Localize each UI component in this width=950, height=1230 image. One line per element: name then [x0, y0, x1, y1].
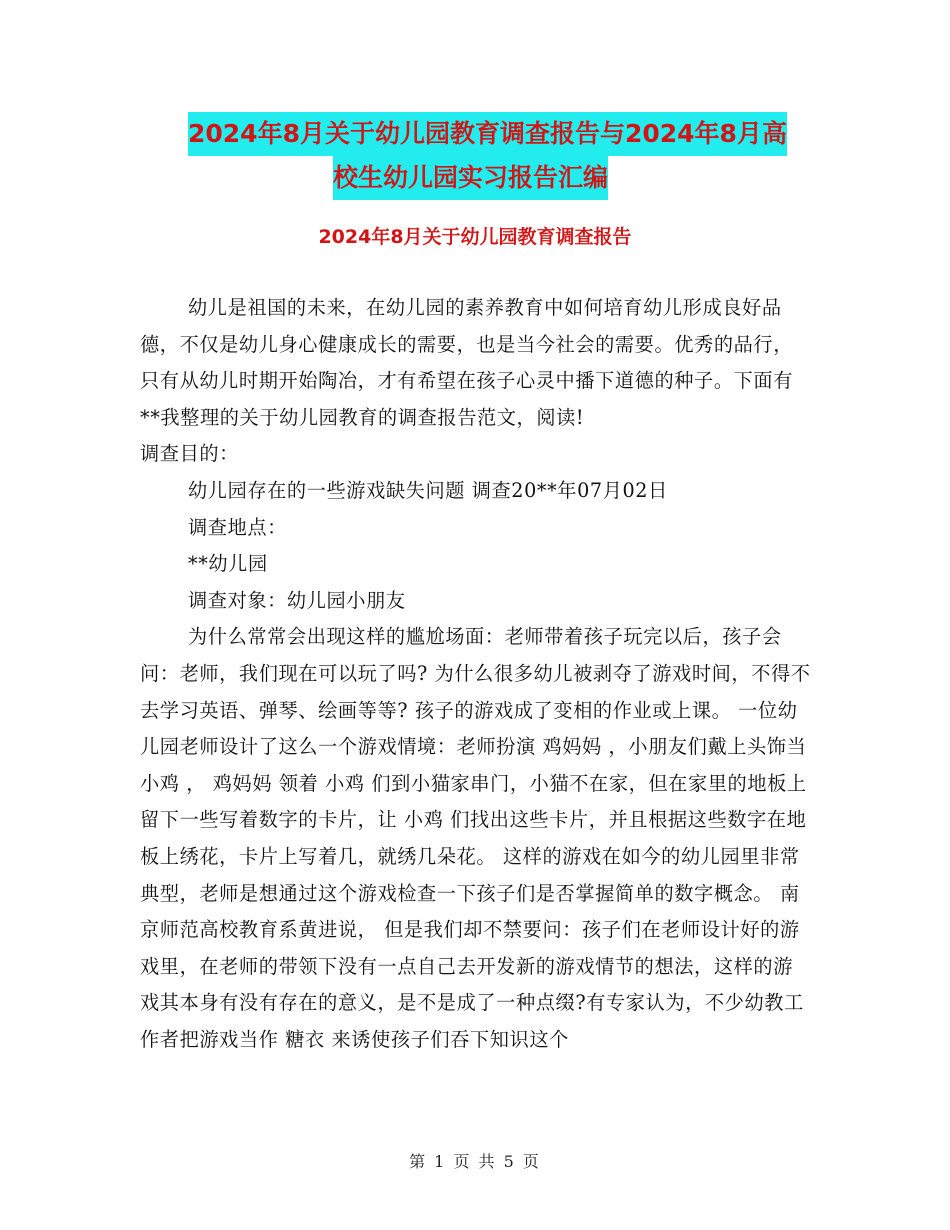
survey-subject: 调查对象：幼儿园小朋友 [188, 588, 406, 612]
main-paragraph: 为什么常常会出现这样的尴尬场面：老师带着孩子玩完以后，孩子会问：老师，我们现在可以玩了吗? 为什么很多幼儿被剥夺了游戏时间，不得不去学习英语、弹琴、绘画等等? 孩子的游戏成了变相的作业或上课。 一位幼儿园老师设计了这么一个游戏情境：老师扮演 鸡妈妈 ，小朋友们戴上头饰当 小鸡 ， 鸡妈妈 领着 小鸡 们到小猫家串门，小猫不在家，但在家里的地板上留下一些写着数字的卡片，让 小鸡 们找出这些卡片，并且根据这些数字在地板上绣花，卡片上写着几，就绣几朵花。 这样的游戏在如今的幼儿园里非常典型，老师是想通过这个游戏检查一下孩子们是否掌握简单的数字概念。 南京师范高校教育系黄进说， 但是我们却不禁要问：孩子们在老师设计好的游戏里，在老师的带领下没有一点自己去开发新的游戏情节的想法，这样的游戏其本身有没有存在的意义，是不是成了一种点缀?有专家认为，不少幼教工作者把游戏当作 糖衣 来诱使孩子们吞下知识这个 [140, 625, 811, 1051]
section-title: 2024年8月关于幼儿园教育调查报告 [318, 226, 632, 248]
report-body [140, 290, 812, 1058]
survey-location-label: 调查地点： [188, 515, 287, 539]
document-title-line-1: 2024年8月关于幼儿园教育调查报告与2024年8月高 [188, 112, 787, 156]
survey-purpose-label: 调查目的： [140, 442, 239, 466]
survey-location-text: **幼儿园 [188, 552, 268, 576]
page-number-footer: 第 1 页 共 5 页 [409, 1152, 541, 1171]
survey-purpose-text: 幼儿园存在的一些游戏缺失问题 调查20**年07月02日 [188, 478, 668, 502]
intro-paragraph: 幼儿是祖国的未来，在幼儿园的素养教育中如何培育幼儿形成良好品德，不仅是幼儿身心健康成长的需要，也是当今社会的需要。优秀的品行，只有从幼儿时期开始陶冶，才有希望在孩子心灵中播下道德的种子。下面有**我整理的关于幼儿园教育的调查报告范文，阅读! [140, 296, 793, 429]
document-title-line-2: 校生幼儿园实习报告汇编 [333, 156, 608, 200]
